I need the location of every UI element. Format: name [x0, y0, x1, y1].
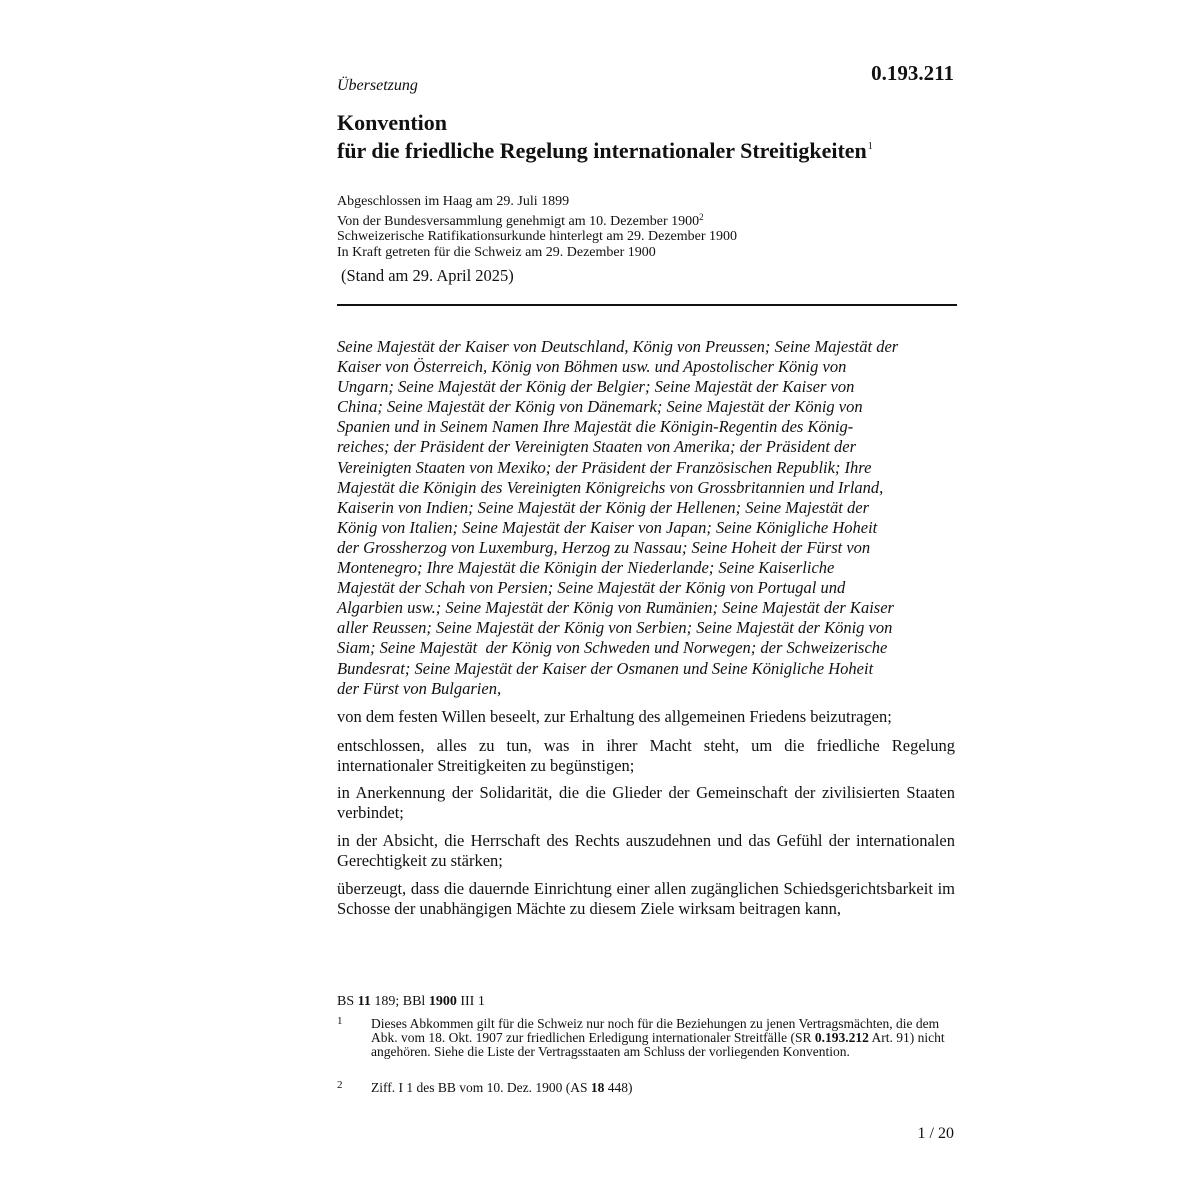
title-line-2-text: für die friedliche Regelung internationaler Streitigkeiten [337, 138, 867, 163]
header-divider [337, 304, 957, 306]
footnote-ref-2[interactable]: 2 [699, 211, 704, 222]
preamble-line: China; Seine Majestät der König von Dänemark; Seine Majestät der König von [337, 397, 863, 417]
translation-label: Übersetzung [337, 77, 418, 94]
preamble-parties [337, 337, 955, 699]
status-date: (Stand am 29. April 2025) [341, 266, 514, 285]
preamble-line: Montenegro; Ihre Majestät die Königin der Niederlande; Seine Kaiserliche [337, 558, 835, 578]
preamble-line: der Fürst von Bulgarien, [337, 678, 502, 698]
bbl-year: 1900 [428, 994, 457, 1009]
footnote-1 [337, 1017, 955, 1058]
document-metadata [337, 194, 737, 260]
meta-ratification: Schweizerische Ratifikationsurkunde hinterlegt am 29. Dezember 1900 [337, 229, 738, 244]
preamble-line: Bundesrat; Seine Majestät der Kaiser der Osmanen und Seine Königliche Hoheit [337, 658, 874, 678]
recital-2: entschlossen, alles zu tun, was in ihrer Macht steht, um die friedliche Regelung internationaler Streitigkeiten zu begünstigen; [337, 736, 955, 776]
bs-suffix: III 1 [456, 994, 485, 1009]
preamble-line: der Grossherzog von Luxemburg, Herzog zu Nassau; Seine Hoheit der Fürst von [337, 537, 871, 557]
footnote-2-as-link[interactable]: 18 [590, 1080, 605, 1095]
footnote-ref-1[interactable]: 1 [867, 141, 873, 152]
preamble-line: aller Reussen; Seine Majestät der König von Serbien; Seine Majestät der König von [337, 618, 893, 638]
meta-in-force: In Kraft getreten für die Schweiz am 29. Dezember 1900 [337, 244, 656, 260]
preamble-line: König von Italien; Seine Majestät der Kaiser von Japan; Seine Königliche Hoheit [337, 517, 878, 537]
title-line-1: Konvention [337, 110, 448, 135]
preamble-line: Majestät die Königin des Vereinigten Königreichs von Grossbritannien und Irland, [337, 477, 884, 497]
footnote-1-number: 1 [337, 1015, 343, 1027]
footnote-2-text-a: Ziff. I 1 des BB vom 10. Dez. 1900 (AS [371, 1080, 591, 1095]
footnote-2-text [371, 1081, 955, 1095]
recital-3: in Anerkennung der Solidarität, die die Glieder der Gemeinschaft der zivilisierten Staaten verbindet; [337, 783, 955, 823]
page-number: 1 / 20 [917, 1125, 954, 1142]
footnote-2-text-b: 448) [604, 1080, 633, 1095]
preamble-line: Majestät der Schah von Persien; Seine Majestät der König von Portugal und [337, 578, 846, 598]
preamble-line: Kaiserin von Indien; Seine Majestät der König der Hellenen; Seine Majestät der [337, 497, 870, 517]
preamble-line: Seine Majestät der Kaiser von Deutschland, König von Preussen; Seine Majestät der [337, 337, 899, 356]
footnote-2 [337, 1081, 955, 1095]
preamble-line: Ungarn; Seine Majestät der König der Belgier; Seine Majestät der Kaiser von [337, 377, 855, 397]
preamble-line: Algarbien usw.; Seine Majestät der König von Rumänien; Seine Majestät der Kaiser [337, 598, 894, 618]
title-line-2 [337, 135, 977, 163]
meta-approved-text: Von der Bundesversammlung genehmigt am 10. Dezember 1900 [337, 213, 700, 229]
preamble-line: Vereinigten Staaten von Mexiko; der Präsident der Französischen Republik; Ihre [337, 457, 872, 477]
document-title [337, 111, 977, 163]
footnote-1-sr-link[interactable]: 0.193.212 [814, 1029, 869, 1045]
bs-mid: 189; BBl [370, 994, 429, 1009]
footnote-1-text-a: Dieses Abkommen gilt für die Schweiz nur noch für die Beziehungen zu jenen Vertragsmächten, die dem Abk. vom 18. Okt. 1907 zur friedlichen Erledigung internationaler Streitfälle (SR [371, 1016, 940, 1045]
preamble-line: reiches; der Präsident der Vereinigten Staaten von Amerika; der Präsident der [337, 437, 857, 457]
recital-4: in der Absicht, die Herrschaft des Rechts auszudehnen und das Gefühl der internationalen Gerechtigkeit zu stärken; [337, 831, 955, 871]
footnote-1-text [371, 1017, 955, 1058]
bs-prefix: BS [337, 994, 358, 1009]
footnote-2-number: 2 [337, 1079, 343, 1091]
footnote-1-text-b: Art. 91) nicht angehören. Siehe die Liste der Vertragsstaaten am Schluss der vorliegenden Konvention. [371, 1029, 945, 1059]
bs-volume: 11 [357, 994, 371, 1009]
source-reference [337, 994, 955, 1010]
recital-1: von dem festen Willen beseelt, zur Erhaltung des allgemeinen Friedens beizutragen; [337, 707, 892, 726]
meta-approved [337, 210, 737, 230]
preamble-line: Siam; Seine Majestät der König von Schweden und Norwegen; der Schweizerische [337, 638, 888, 658]
meta-concluded: Abgeschlossen im Haag am 29. Juli 1899 [337, 194, 570, 209]
preamble-line: Kaiser von Österreich, König von Böhmen usw. und Apostolischer König von [337, 357, 847, 377]
preamble-line: Spanien und in Seinem Namen Ihre Majestät die Königin-Regentin des König- [337, 417, 854, 437]
recital-5: überzeugt, dass die dauernde Einrichtung einer allen zugänglichen Schiedsgerichtsbarkeit im Schosse der unabhängigen Mächte zu diesem Ziele wirksam beitragen kann, [337, 879, 955, 919]
sr-number: 0.193.211 [871, 61, 954, 85]
